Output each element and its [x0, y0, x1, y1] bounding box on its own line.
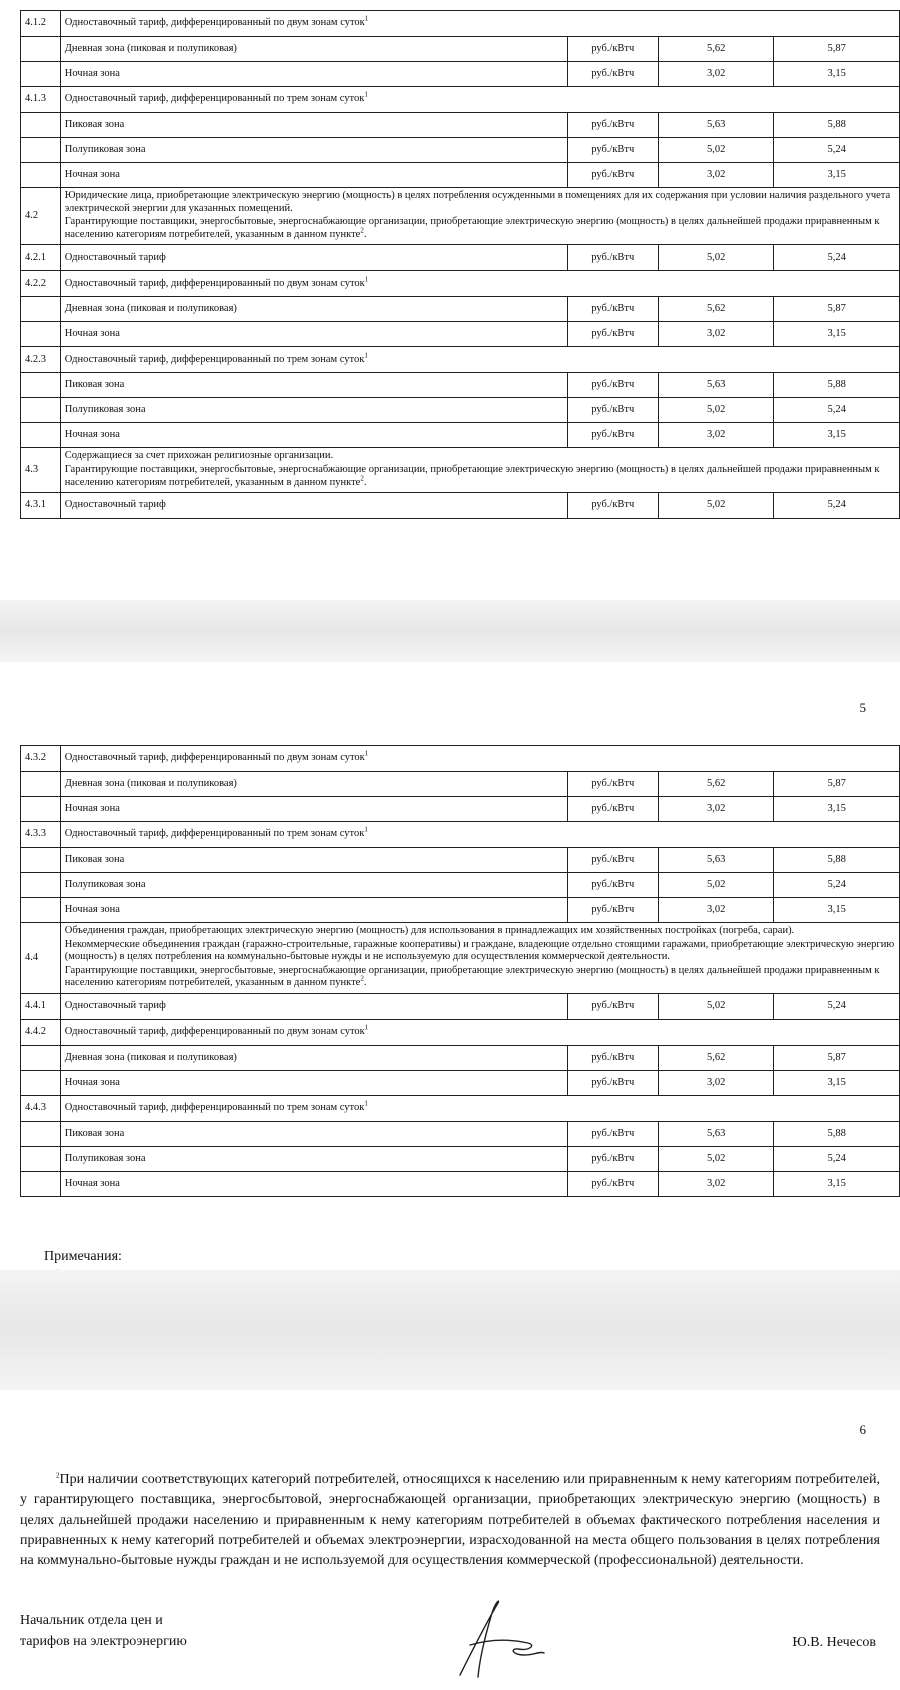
item-number: 4.3: [21, 448, 61, 493]
tariff-label: Ночная зона: [60, 898, 567, 923]
tariff-label: Пиковая зона: [60, 113, 567, 138]
footnote-marker: 2: [360, 226, 364, 235]
category-line: Гарантирующие поставщики, энергосбытовые, энергоснабжающие организации, приобретающие электрическую энергию (мощность) в целях дальнейшей продажи приравненным к населению категориям потребителей, указанным в данном пункте$^2$.: [64, 216, 880, 240]
tariff-unit: руб./кВтч: [567, 1171, 658, 1196]
item-number: 4.3.1: [21, 493, 61, 519]
category-line-text: Некоммерческие объединения граждан (гаражно-строительные, гаражные кооперативы) и граждане, владеющие отдельно стоящими гаражами, приобретающие электрическую энергию (мощность) в целях потребления на коммунально-бытовые нужды и не используемую для осуществления коммерческой деятельности.: [64, 938, 895, 963]
tariff-value-second-half: 5,24: [774, 1146, 900, 1171]
tariff-unit: руб./кВтч: [567, 113, 658, 138]
item-number-empty: [21, 322, 61, 347]
item-number: 4.2: [21, 188, 61, 245]
tariff-value-second-half: 5,87: [774, 37, 900, 62]
item-number-empty: [21, 138, 61, 163]
group-label: Одноставочный тариф, дифференцированный по трем зонам суток: [64, 1102, 365, 1114]
tariff-value-second-half: 5,24: [774, 873, 900, 898]
table-row-zone: [21, 1146, 900, 1171]
table-row-zone: [21, 37, 900, 62]
tariff-value-second-half: 5,87: [774, 297, 900, 322]
tariff-label: Полупиковая зона: [60, 398, 567, 423]
group-label: Одноставочный тариф, дифференцированный по двум зонам суток: [64, 1026, 365, 1038]
handwritten-signature: [440, 1595, 550, 1685]
page-gap: [0, 1270, 900, 1390]
tariff-unit: руб./кВтч: [567, 797, 658, 822]
notes-title: Примечания:: [44, 1249, 122, 1264]
table-row-zone: [21, 138, 900, 163]
item-number-empty: [21, 797, 61, 822]
group-label-cell: [60, 822, 899, 848]
tariff-table-body: [21, 746, 900, 1197]
footnote-marker: 1: [364, 14, 369, 23]
group-label: Одноставочный тариф, дифференцированный по трем зонам суток: [64, 828, 365, 840]
tariff-value-second-half: 3,15: [774, 62, 900, 87]
table-row-zone: [21, 873, 900, 898]
tariff-label: Дневная зона (пиковая и полупиковая): [60, 1045, 567, 1070]
table-row-zone: [21, 772, 900, 797]
tariff-unit: руб./кВтч: [567, 993, 658, 1019]
tariff-label: Полупиковая зона: [60, 138, 567, 163]
category-description: [60, 188, 899, 245]
item-number-empty: [21, 873, 61, 898]
item-number-empty: [21, 772, 61, 797]
tariff-unit: руб./кВтч: [567, 493, 658, 519]
footnote-marker: 1: [364, 1099, 368, 1108]
tariff-unit: руб./кВтч: [567, 772, 658, 797]
category-line-text: Объединения граждан, приобретающих электрическую энергию (мощность) для использования в принадлежащих им хозяйственных постройках (погреба, сараи).: [64, 925, 795, 936]
tariff-label: Ночная зона: [60, 62, 567, 87]
signer-name: Ю.В. Нечесов: [792, 1635, 876, 1650]
table-row-zone: [21, 848, 900, 873]
table-row-zone: [21, 1171, 900, 1196]
footnote-marker: 1: [364, 275, 369, 284]
footnote-marker: 1: [364, 825, 368, 834]
item-number-empty: [21, 423, 61, 448]
tariff-value-first-half: 5,63: [658, 848, 774, 873]
item-number: 4.1.2: [21, 11, 61, 37]
tariff-label: Ночная зона: [60, 423, 567, 448]
item-number: 4.1.3: [21, 87, 61, 113]
tariff-value-first-half: 5,02: [658, 245, 774, 271]
tariff-label: Одноставочный тариф: [60, 493, 567, 519]
item-number-empty: [21, 898, 61, 923]
item-number-empty: [21, 1045, 61, 1070]
tariff-label: Полупиковая зона: [60, 1146, 567, 1171]
table-row-single-tariff: [21, 993, 900, 1019]
footnote-marker: 2: [360, 974, 364, 983]
tariff-label: Ночная зона: [60, 1171, 567, 1196]
table-row-zone: [21, 1070, 900, 1095]
note-2: [20, 1470, 880, 1571]
tariff-value-second-half: 5,24: [774, 493, 900, 519]
table-row-single-tariff: [21, 245, 900, 271]
item-number-empty: [21, 848, 61, 873]
tariff-value-first-half: 5,02: [658, 1146, 774, 1171]
table-row-single-tariff: [21, 493, 900, 519]
group-label-cell: [60, 347, 899, 373]
table-row-group: [21, 746, 900, 772]
table-row-zone: [21, 898, 900, 923]
tariff-value-first-half: 3,02: [658, 62, 774, 87]
tariff-unit: руб./кВтч: [567, 138, 658, 163]
item-number-empty: [21, 37, 61, 62]
category-line-text: Содержащиеся за счет прихожан религиозные организации.: [64, 450, 334, 462]
item-number: 4.4.3: [21, 1095, 61, 1121]
signer-title-line-1: Начальник отдела цен и: [20, 1613, 163, 1628]
category-line-text: Гарантирующие поставщики, энергосбытовые, энергоснабжающие организации, приобретающие электрическую энергию (мощность) в целях дальнейшей продажи приравненным к населению категориям потребителей, указанным в данном пункте: [64, 463, 880, 488]
group-label-cell: [60, 746, 899, 772]
tariff-value-first-half: 5,02: [658, 493, 774, 519]
table-row-zone: [21, 113, 900, 138]
group-label-cell: [60, 87, 899, 113]
tariff-value-first-half: 5,02: [658, 398, 774, 423]
table-row-category: [21, 188, 900, 245]
tariff-unit: руб./кВтч: [567, 398, 658, 423]
footnote-marker: 1: [364, 90, 368, 99]
table-row-zone: [21, 62, 900, 87]
tariff-value-first-half: 5,02: [658, 138, 774, 163]
page-number: 5: [859, 700, 866, 715]
tariff-table: [20, 10, 900, 519]
group-label-cell: [60, 1019, 899, 1045]
document-page-5: [0, 662, 900, 1270]
tariff-label: Дневная зона (пиковая и полупиковая): [60, 772, 567, 797]
tariff-unit: руб./кВтч: [567, 373, 658, 398]
tariff-value-first-half: 5,62: [658, 37, 774, 62]
table-row-group: [21, 347, 900, 373]
tariff-table-body: [21, 11, 900, 519]
footnote-marker: 1: [364, 351, 368, 360]
group-label-cell: [60, 1095, 899, 1121]
tariff-value-second-half: 5,88: [774, 113, 900, 138]
tariff-label: Полупиковая зона: [60, 873, 567, 898]
tariff-value-second-half: 5,87: [774, 1045, 900, 1070]
group-label: Одноставочный тариф, дифференцированный по двум зонам суток: [64, 17, 365, 29]
note-2-text: При наличии соответствующих категорий потребителей, относящихся к населению или приравненным к нему категориям потребителей, у гарантирующего поставщика, энергосбытовой, энергоснабжающей организации, приобретающих электрическую энергию (мощность) в целях дальнейшей продажи населению и приравненным к нему категориям потребителей в объемах фактического потребления населения и приравненных к нему категорий потребителей и объемах электроэнергии, израсходованной на места общего пользования в целях потребления на коммунально-бытовые нужды граждан и не используемой для осуществления коммерческой (профессиональной) деятельности.: [20, 1472, 880, 1569]
item-number-empty: [21, 398, 61, 423]
item-number: 4.2.1: [21, 245, 61, 271]
tariff-unit: руб./кВтч: [567, 37, 658, 62]
tariff-label: Ночная зона: [60, 1070, 567, 1095]
table-row-category: [21, 448, 900, 493]
table-row-zone: [21, 1045, 900, 1070]
group-label-cell: [60, 271, 899, 297]
item-number-empty: [21, 373, 61, 398]
tariff-unit: руб./кВтч: [567, 297, 658, 322]
table-row-zone: [21, 797, 900, 822]
tariff-value-first-half: 3,02: [658, 163, 774, 188]
tariff-value-first-half: 3,02: [658, 423, 774, 448]
table-row-group: [21, 271, 900, 297]
tariff-value-first-half: 5,02: [658, 873, 774, 898]
tariff-value-first-half: 5,63: [658, 113, 774, 138]
tariff-value-second-half: 5,24: [774, 398, 900, 423]
group-label: Одноставочный тариф, дифференцированный по двум зонам суток: [64, 752, 365, 764]
category-line-text: Юридические лица, приобретающие электрическую энергию (мощность) в целях потребления осужденными в помещениях для их содержания при условии наличия раздельного учета электрической энергии для указанных помещений.: [64, 190, 891, 214]
tariff-value-second-half: 3,15: [774, 322, 900, 347]
tariff-value-second-half: 3,15: [774, 163, 900, 188]
item-number: 4.4.1: [21, 993, 61, 1019]
table-row-zone: [21, 322, 900, 347]
document-page-6: [0, 1390, 900, 1690]
tariff-label: Дневная зона (пиковая и полупиковая): [60, 37, 567, 62]
page-number: 6: [859, 1422, 866, 1437]
item-number-empty: [21, 113, 61, 138]
note-2-marker: 2: [56, 1471, 60, 1480]
item-number: 4.2.2: [21, 271, 61, 297]
tariff-value-second-half: 5,24: [774, 138, 900, 163]
tariff-value-first-half: 5,63: [658, 373, 774, 398]
tariff-unit: руб./кВтч: [567, 898, 658, 923]
category-line: [65, 939, 895, 964]
tariff-value-second-half: 3,15: [774, 1070, 900, 1095]
tariff-value-second-half: 3,15: [774, 898, 900, 923]
tariff-label: Одноставочный тариф: [60, 245, 567, 271]
tariff-value-second-half: 3,15: [774, 1171, 900, 1196]
item-number-empty: [21, 297, 61, 322]
group-label: Одноставочный тариф, дифференцированный по трем зонам суток: [64, 93, 365, 105]
category-line: [65, 190, 895, 215]
category-line: [65, 450, 895, 463]
tariff-unit: руб./кВтч: [567, 1045, 658, 1070]
table-row-group: [21, 11, 900, 37]
group-label: Одноставочный тариф, дифференцированный по двум зонам суток: [64, 277, 365, 289]
table-row-group: [21, 822, 900, 848]
tariff-label: Пиковая зона: [60, 1121, 567, 1146]
tariff-value-first-half: 3,02: [658, 797, 774, 822]
tariff-label: Одноставочный тариф: [60, 993, 567, 1019]
table-row-zone: [21, 163, 900, 188]
tariff-unit: руб./кВтч: [567, 62, 658, 87]
item-number-empty: [21, 163, 61, 188]
tariff-label: Пиковая зона: [60, 848, 567, 873]
category-line: Гарантирующие поставщики, энергосбытовые, энергоснабжающие организации, приобретающие электрическую энергию (мощность) в целях дальнейшей продажи приравненным к населению категориям потребителей, указанным в данном пункте$^2$.: [64, 964, 880, 989]
footnote-marker: 2: [360, 474, 364, 483]
group-label-cell: [60, 11, 899, 37]
item-number-empty: [21, 1121, 61, 1146]
category-description: [60, 448, 899, 493]
tariff-unit: руб./кВтч: [567, 423, 658, 448]
table-row-zone: [21, 373, 900, 398]
group-label: Одноставочный тариф, дифференцированный по трем зонам суток: [64, 353, 365, 365]
tariff-value-first-half: 5,62: [658, 1045, 774, 1070]
item-number: 4.3.2: [21, 746, 61, 772]
tariff-value-second-half: 5,87: [774, 772, 900, 797]
signer-title: [20, 1610, 187, 1652]
page-gap: [0, 600, 900, 662]
tariff-value-first-half: 5,02: [658, 993, 774, 1019]
footnote-marker: 1: [364, 1023, 369, 1032]
item-number-empty: [21, 1146, 61, 1171]
signer-title-line-2: тарифов на электроэнергию: [20, 1634, 187, 1649]
table-row-group: [21, 1019, 900, 1045]
item-number: 4.4: [21, 923, 61, 994]
tariff-unit: руб./кВтч: [567, 1070, 658, 1095]
footnote-marker: 1: [364, 749, 369, 758]
category-line-text: Гарантирующие поставщики, энергосбытовые, энергоснабжающие организации, приобретающие электрическую энергию (мощность) в целях дальнейшей продажи приравненным к населению категориям потребителей, указанным в данном пункте: [64, 216, 880, 240]
category-line: [65, 925, 895, 938]
tariff-value-first-half: 5,62: [658, 772, 774, 797]
table-row-zone: [21, 398, 900, 423]
item-number-empty: [21, 1171, 61, 1196]
tariff-value-second-half: 3,15: [774, 797, 900, 822]
item-number: 4.3.3: [21, 822, 61, 848]
tariff-unit: руб./кВтч: [567, 1146, 658, 1171]
tariff-unit: руб./кВтч: [567, 873, 658, 898]
item-number-empty: [21, 1070, 61, 1095]
table-row-group: [21, 87, 900, 113]
tariff-unit: руб./кВтч: [567, 1121, 658, 1146]
category-line-text: Гарантирующие поставщики, энергосбытовые, энергоснабжающие организации, приобретающие электрическую энергию (мощность) в целях дальнейшей продажи приравненным к населению категориям потребителей, указанным в данном пункте: [64, 964, 880, 989]
tariff-value-second-half: 5,88: [774, 848, 900, 873]
item-number: 4.2.3: [21, 347, 61, 373]
tariff-table: [20, 745, 900, 1197]
tariff-unit: руб./кВтч: [567, 322, 658, 347]
item-number: 4.4.2: [21, 1019, 61, 1045]
tariff-label: Ночная зона: [60, 163, 567, 188]
tariff-value-first-half: 3,02: [658, 898, 774, 923]
tariff-value-first-half: 3,02: [658, 1070, 774, 1095]
tariff-label: Ночная зона: [60, 797, 567, 822]
table-row-category: [21, 923, 900, 994]
category-line: Гарантирующие поставщики, энергосбытовые, энергоснабжающие организации, приобретающие электрическую энергию (мощность) в целях дальнейшей продажи приравненным к населению категориям потребителей, указанным в данном пункте$^2$.: [64, 463, 880, 488]
tariff-label: Ночная зона: [60, 322, 567, 347]
tariff-value-second-half: 5,88: [774, 1121, 900, 1146]
tariff-label: Дневная зона (пиковая и полупиковая): [60, 297, 567, 322]
tariff-value-first-half: 5,63: [658, 1121, 774, 1146]
item-number-empty: [21, 62, 61, 87]
table-row-zone: [21, 423, 900, 448]
tariff-unit: руб./кВтч: [567, 848, 658, 873]
tariff-value-second-half: 3,15: [774, 423, 900, 448]
tariff-value-second-half: 5,24: [774, 993, 900, 1019]
document-page-4-fragment: [0, 0, 900, 600]
tariff-value-first-half: 5,62: [658, 297, 774, 322]
table-row-group: [21, 1095, 900, 1121]
tariff-value-second-half: 5,88: [774, 373, 900, 398]
tariff-unit: руб./кВтч: [567, 245, 658, 271]
tariff-unit: руб./кВтч: [567, 163, 658, 188]
tariff-value-second-half: 5,24: [774, 245, 900, 271]
tariff-value-first-half: 3,02: [658, 1171, 774, 1196]
table-row-zone: [21, 1121, 900, 1146]
tariff-value-first-half: 3,02: [658, 322, 774, 347]
table-row-zone: [21, 297, 900, 322]
tariff-label: Пиковая зона: [60, 373, 567, 398]
category-description: [60, 923, 899, 994]
